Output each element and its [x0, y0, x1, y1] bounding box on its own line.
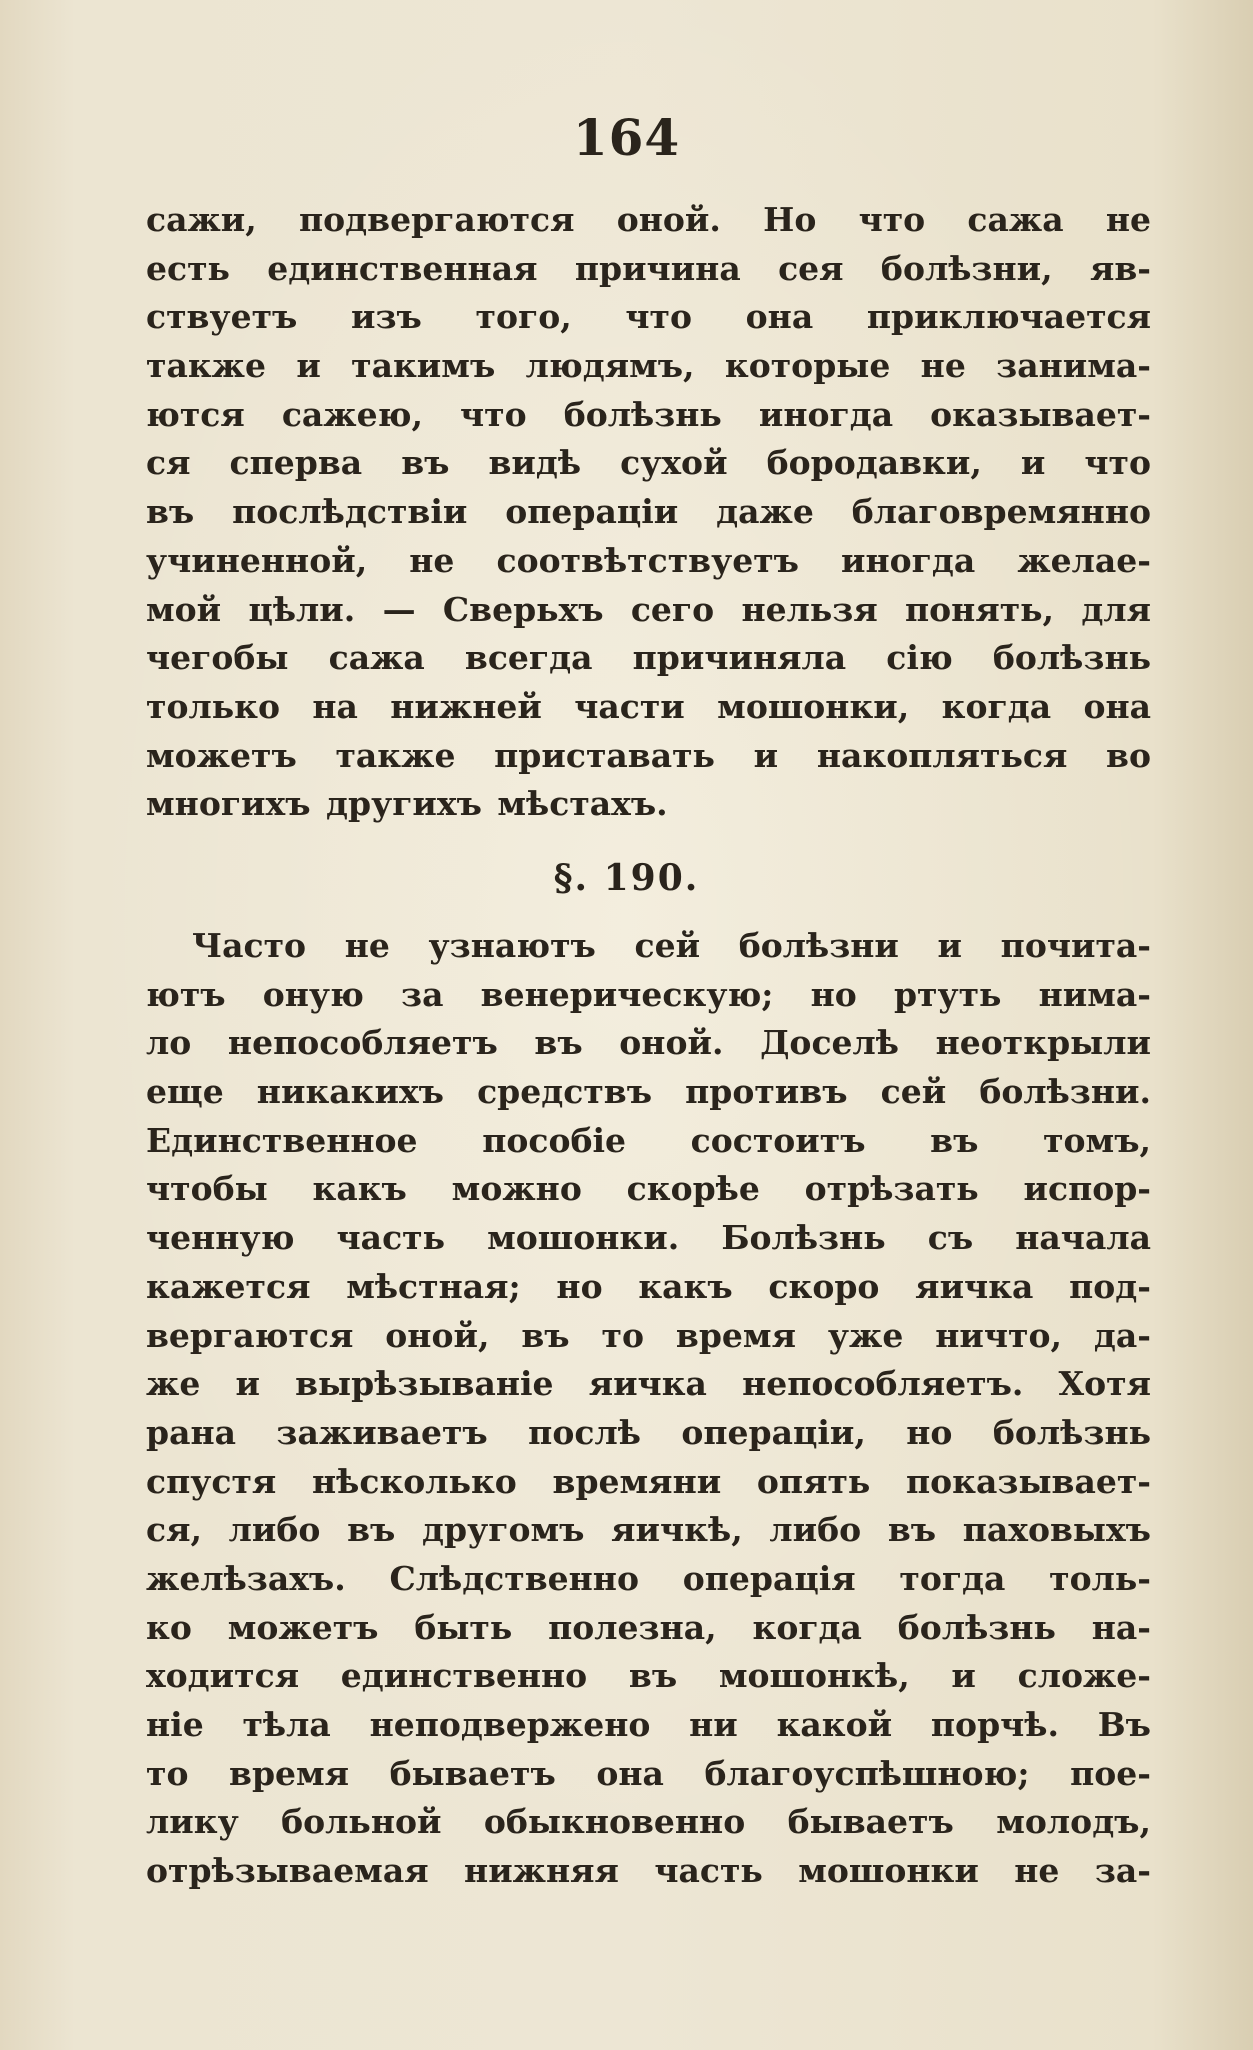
paragraph-continued [146, 196, 1151, 829]
text-line: ся сперва въ видѣ сухой бородавки, и что [146, 443, 1151, 483]
text-line: вергаются оной, въ то время уже ничто, да- [146, 1315, 1151, 1355]
text-line: ченную часть мошонки. Болѣзнь съ начала [146, 1218, 1151, 1258]
text-line: ко можетъ быть полезна, когда болѣзнь на- [146, 1607, 1151, 1647]
paragraph-section-190 [146, 922, 1151, 1896]
text-line: сажи, подвергаются оной. Но что сажа не [146, 200, 1151, 239]
page-number: 164 [572, 108, 681, 167]
text-line: ются сажею, что болѣзнь иногда оказывает- [146, 394, 1151, 434]
text-line: то время бываетъ она благоуспѣшною; пое- [146, 1753, 1151, 1793]
text-line: Часто не узнаютъ сей болѣзни и почита- [192, 926, 1151, 965]
text-line: въ послѣдствіи операціи даже благовремянно [146, 492, 1151, 532]
text-line: ходится единственно въ мошонкѣ, и сложе- [146, 1656, 1151, 1696]
text-line: спустя нѣсколько времяни опять показывает- [146, 1461, 1151, 1501]
text-line: также и такимъ людямъ, которые не занима- [146, 346, 1151, 386]
text-line: мой цѣли. — Сверьхъ сего нельзя понять, для [146, 589, 1151, 629]
section-heading: §. 190. [553, 857, 700, 899]
text-line: только на нижней части мошонки, когда она [146, 686, 1151, 726]
text-line: желѣзахъ. Слѣдственно операція тогда толь- [146, 1558, 1151, 1598]
text-line: ніе тѣла неподвержено ни какой порчѣ. Въ [146, 1705, 1151, 1744]
text-line: ло непособляетъ въ оной. Доселѣ неоткрыли [146, 1023, 1151, 1063]
text-line: ютъ оную за венерическую; но ртуть нима- [146, 974, 1151, 1014]
text-line: есть единственная причина сея болѣзни, яв- [146, 248, 1151, 288]
text-line: еще никакихъ средствъ противъ сей болѣзни. [146, 1072, 1151, 1112]
text-line: ствуетъ изъ того, что она приключается [146, 297, 1151, 337]
text-line: отрѣзываемая нижняя часть мошонки не за- [146, 1851, 1151, 1891]
text-line: же и вырѣзываніе яичка непособляетъ. Хотя [146, 1364, 1151, 1404]
text-line: чтобы какъ можно скорѣе отрѣзать испор- [146, 1169, 1151, 1209]
text-line: рана заживаетъ послѣ операціи, но болѣзнь [146, 1412, 1151, 1452]
text-line: многихъ другихъ мѣстахъ. [146, 784, 668, 824]
text-line: Единственное пособіе состоитъ въ томъ, [146, 1120, 1151, 1160]
text-line: ся, либо въ другомъ яичкѣ, либо въ паховыхъ [146, 1510, 1151, 1550]
text-line: лику больной обыкновенно бываетъ молодъ, [146, 1802, 1151, 1842]
text-line: кажется мѣстная; но какъ скоро яичка под- [146, 1266, 1151, 1306]
text-line: можетъ также приставать и накопляться во [146, 735, 1151, 775]
text-line: чегобы сажа всегда причиняла сію болѣзнь [146, 638, 1151, 678]
text-line: учиненной, не соотвѣтствуетъ иногда желае- [146, 540, 1151, 580]
